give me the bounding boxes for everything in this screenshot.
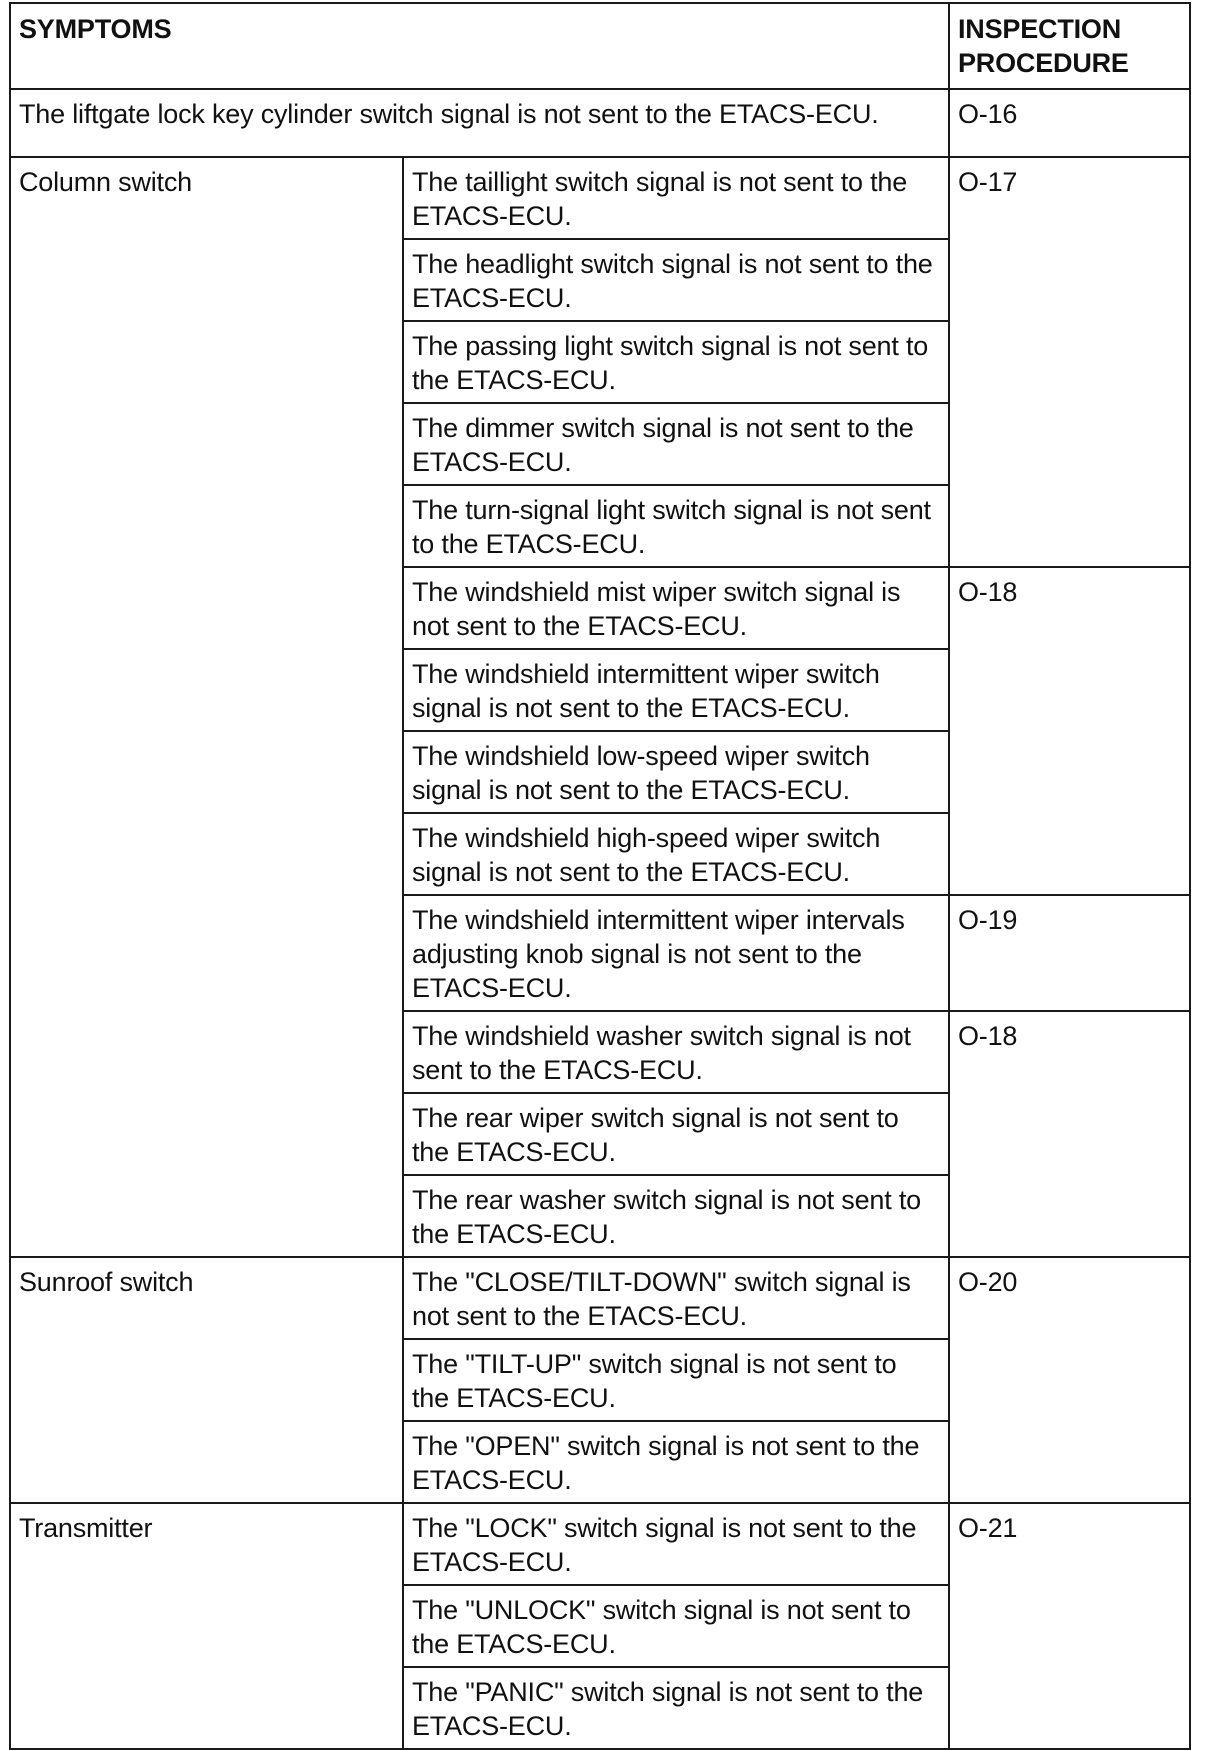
symptom-description: The "CLOSE/TILT-DOWN" switch signal is not sent to the ETACS-ECU.	[403, 1257, 949, 1339]
symptom-description: The windshield intermittent wiper intervals adjusting knob signal is not sent to the ETACS-ECU.	[403, 895, 949, 1011]
symptom-description: The passing light switch signal is not sent to the ETACS-ECU.	[403, 321, 949, 403]
procedure-cell: O-18	[949, 1011, 1190, 1257]
procedure-cell: O-16	[949, 89, 1190, 157]
group-label-transmitter: Transmitter	[10, 1503, 403, 1749]
symptom-description: The "TILT-UP" switch signal is not sent to the ETACS-ECU.	[403, 1339, 949, 1421]
symptoms-inspection-table	[9, 2, 1191, 1750]
symptom-description: The "UNLOCK" switch signal is not sent to the ETACS-ECU.	[403, 1585, 949, 1667]
table-row	[10, 157, 1190, 239]
symptom-liftgate-lock-key: The liftgate lock key cylinder switch signal is not sent to the ETACS-ECU.	[10, 89, 949, 157]
symptom-description: The taillight switch signal is not sent to the ETACS-ECU.	[403, 157, 949, 239]
procedure-cell: O-21	[949, 1503, 1190, 1749]
symptom-description: The windshield intermittent wiper switch signal is not sent to the ETACS-ECU.	[403, 649, 949, 731]
table-row	[10, 1503, 1190, 1585]
symptom-description: The "OPEN" switch signal is not sent to the ETACS-ECU.	[403, 1421, 949, 1503]
symptom-description: The windshield mist wiper switch signal is not sent to the ETACS-ECU.	[403, 567, 949, 649]
header-inspection-procedure: INSPECTION PROCEDURE	[949, 3, 1190, 89]
symptom-description: The windshield high-speed wiper switch signal is not sent to the ETACS-ECU.	[403, 813, 949, 895]
table-header-row	[10, 3, 1190, 89]
symptom-description: The dimmer switch signal is not sent to the ETACS-ECU.	[403, 403, 949, 485]
symptom-description: The turn-signal light switch signal is not sent to the ETACS-ECU.	[403, 485, 949, 567]
symptom-description: The "LOCK" switch signal is not sent to the ETACS-ECU.	[403, 1503, 949, 1585]
group-label-sunroof-switch: Sunroof switch	[10, 1257, 403, 1503]
symptom-description: The rear wiper switch signal is not sent to the ETACS-ECU.	[403, 1093, 949, 1175]
table-row	[10, 89, 1190, 157]
table-row	[10, 1257, 1190, 1339]
procedure-cell: O-17	[949, 157, 1190, 567]
symptom-description: The "PANIC" switch signal is not sent to the ETACS-ECU.	[403, 1667, 949, 1749]
symptom-description: The windshield washer switch signal is not sent to the ETACS-ECU.	[403, 1011, 949, 1093]
symptom-description: The windshield low-speed wiper switch signal is not sent to the ETACS-ECU.	[403, 731, 949, 813]
procedure-cell: O-18	[949, 567, 1190, 895]
symptom-description: The rear washer switch signal is not sent to the ETACS-ECU.	[403, 1175, 949, 1257]
procedure-cell: O-20	[949, 1257, 1190, 1503]
header-symptoms: SYMPTOMS	[10, 3, 949, 89]
group-label-column-switch: Column switch	[10, 157, 403, 1257]
procedure-cell: O-19	[949, 895, 1190, 1011]
symptom-description: The headlight switch signal is not sent to the ETACS-ECU.	[403, 239, 949, 321]
